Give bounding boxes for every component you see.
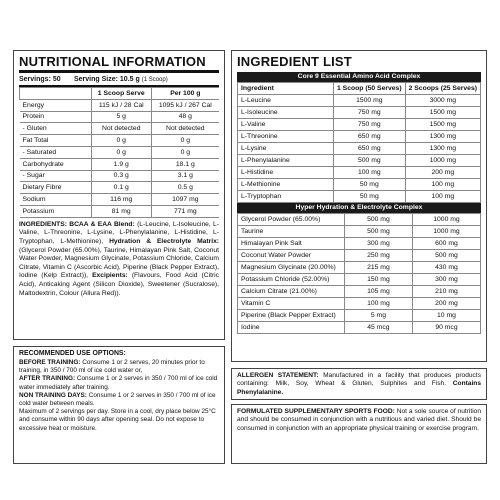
hydration-row-label: Taurine (238, 226, 345, 238)
ingredients-label: INGREDIENTS: (19, 220, 67, 228)
amino-acid-row-value: 650 mg (334, 143, 406, 155)
hydration-row-value: 500 mg (344, 226, 412, 238)
amino-acid-section-header: Core 9 Essential Amino Acid Complex (237, 72, 481, 82)
nutrition-row (20, 135, 220, 147)
excipients-text: (Flavours, Food Acid (Citric Acid), Anticaking Agent (Silicon Dioxide), Sweetener (Sucralose), Maltodextrin, Colour (Allura Red)). (19, 272, 220, 297)
nutrition-row (20, 182, 220, 194)
hydration-row-label: Coconut Water Powder (238, 250, 345, 262)
hydration-row-value: 215 mg (344, 262, 412, 274)
nutrition-title: NUTRITIONAL INFORMATION (19, 54, 219, 73)
amino-acid-row-value: 50 mg (334, 179, 406, 191)
allergen-statement (237, 372, 481, 397)
hydration-label: Hydration & Electrolyte Matrix: (109, 237, 220, 245)
amino-acid-row-value: 500 mg (334, 155, 406, 167)
nutrition-row-value: 0 g (151, 135, 219, 147)
hydration-row (238, 238, 481, 250)
hydration-row-value: 600 mg (412, 238, 480, 250)
recommended-use-panel (13, 346, 225, 464)
nutrition-row-value: Not detected (151, 123, 219, 135)
hydration-row-value: 10 mg (412, 310, 480, 322)
nutrition-row-value: 116 mg (91, 194, 151, 206)
nutrition-header-row (20, 88, 220, 100)
nutrition-row-value: 0 g (91, 146, 151, 158)
nutrition-row-value: 3.1 g (151, 170, 219, 182)
amino-acid-row-value: 750 mg (334, 119, 406, 131)
non-training-text: NON TRAINING DAYS: Consume 1 or 2 serves in 350 / 700 ml of ice cold water between meals. (19, 391, 216, 408)
nutrition-row-label: - Sugar (20, 170, 92, 182)
hydration-row-value: 5 mg (344, 310, 412, 322)
ingredient-list-panel (231, 50, 487, 362)
nutrition-row-value: 0 g (151, 146, 219, 158)
hydration-row (238, 298, 481, 310)
nutrition-row (20, 158, 220, 170)
amino-acid-row-value: 100 mg (405, 191, 480, 203)
hydration-row-label: Calcium Citrate (21.00%) (238, 286, 345, 298)
nutrition-row-label: Fat Total (20, 135, 92, 147)
amino-acid-row-label: L-Threonine (238, 131, 334, 143)
hydration-row (238, 286, 481, 298)
ingredient-header-cell: Ingredient (238, 83, 334, 95)
amino-acid-row (238, 95, 481, 107)
nutrition-row (20, 123, 220, 135)
nutrition-row (20, 99, 220, 111)
hydration-row-value: 300 mg (344, 238, 412, 250)
amino-acid-row (238, 179, 481, 191)
amino-acid-row-value: 1000 mg (405, 155, 480, 167)
hydration-row (238, 226, 481, 238)
nutrition-row-label: - Saturated (20, 146, 92, 158)
amino-acid-row-label: L-Isoleucine (238, 107, 334, 119)
nutrition-row-value: Not detected (91, 123, 151, 135)
hydration-row-value: 200 mg (412, 298, 480, 310)
hydration-row-label: Glycerol Powder (65.00%) (238, 214, 345, 226)
serving-info (19, 75, 219, 87)
nutrition-table (19, 87, 219, 218)
nutrition-row (20, 111, 220, 123)
hydration-row-label: Piperine (Black Pepper Extract) (238, 310, 345, 322)
amino-acid-row-label: L-Leucine (238, 95, 334, 107)
nutrition-row-value: 0.1 g (91, 182, 151, 194)
nutrition-row-label: Carbohydrate (20, 158, 92, 170)
hydration-row-label: Himalayan Pink Salt (238, 238, 345, 250)
allergen-label: ALLERGEN STATEMENT: (237, 372, 319, 379)
amino-acid-row-label: L-Histidine (238, 167, 334, 179)
amino-acid-table (237, 82, 481, 203)
hydration-row-value: 1000 mg (412, 214, 480, 226)
hydration-row (238, 310, 481, 322)
amino-acid-row (238, 107, 481, 119)
nutrition-row-label: Energy (20, 99, 92, 111)
hydration-row-label: Vitamin C (238, 298, 345, 310)
allergen-text: Manufactured in a facility that produces products containing: Milk, Soy, Wheat & Gluten, Sulphites and Fish. (237, 372, 481, 388)
amino-acid-row (238, 143, 481, 155)
amino-acid-row (238, 191, 481, 203)
hydration-row-value: 300 mg (412, 274, 480, 286)
amino-acid-row-label: L-Phenylalanine (238, 155, 334, 167)
amino-acid-row (238, 155, 481, 167)
nutrition-row (20, 146, 220, 158)
amino-acid-row-value: 650 mg (334, 131, 406, 143)
serving-size-note: (1 Scoop) (141, 77, 168, 83)
hydration-table (237, 213, 481, 334)
storage-text: Maximum of 2 servings per day. Store in a cool, dry place below 25°C and consume within 90 days after opening seal. Do not expose to excessive heat or moisture. (19, 408, 216, 432)
ingredient-header-row (238, 83, 481, 95)
nutrition-row-value: 5 g (91, 111, 151, 123)
nutrition-row-label: - Gluten (20, 123, 92, 135)
nutrition-row-value: 18.1 g (151, 158, 219, 170)
nutrition-row-label: Potassium (20, 205, 92, 217)
nutrition-header-cell (20, 88, 92, 100)
hydration-row-label: Potassium Chloride (52.00%) (238, 274, 345, 286)
amino-acid-row-value: 50 mg (334, 191, 406, 203)
amino-acid-row-label: L-Valine (238, 119, 334, 131)
hydration-row (238, 274, 481, 286)
nutrition-panel (13, 50, 225, 340)
ingredient-list-title: INGREDIENT LIST (237, 54, 352, 69)
hydration-row (238, 250, 481, 262)
nutrition-row-value: 48 g (151, 111, 219, 123)
nutrition-row-value: 1.9 g (91, 158, 151, 170)
before-training-text: BEFORE TRAINING: Consume 1 or 2 serves, 20 minutes prior to training, in 350 / 700 ml of ice cold water or, (19, 359, 205, 375)
bcaa-label: BCAA & EAA Blend: (69, 220, 135, 228)
servings-label: Servings: 50 (19, 76, 61, 83)
hydration-row-value: 100 mg (344, 298, 412, 310)
allergen-contains: Contains Phenylalanine. (237, 380, 481, 396)
recommended-use-title: RECOMMENDED USE OPTIONS: (19, 350, 126, 357)
hydration-row-value: 250 mg (344, 250, 412, 262)
hydration-row-value: 430 mg (412, 262, 480, 274)
after-training-text: AFTER TRAINING: Consume 1 or 2 serves in 350 / 700 ml of ice cold water immediately after training. (19, 375, 218, 391)
nutrition-row (20, 194, 220, 206)
formulated-label: FORMULATED SUPPLEMENTARY SPORTS FOOD: (237, 408, 395, 415)
amino-acid-row (238, 131, 481, 143)
hydration-row-value: 1000 mg (412, 226, 480, 238)
amino-acid-row-label: L-Methionine (238, 179, 334, 191)
formulated-statement (237, 408, 481, 433)
amino-acid-row-value: 750 mg (334, 107, 406, 119)
amino-acid-row-label: L-Lysine (238, 143, 334, 155)
hydration-row-label: Iodine (238, 322, 345, 334)
nutrition-header-cell: 1 Scoop Serve (91, 88, 151, 100)
hydration-text: (Glycerol Powder (65.00%), Taurine, Himalayan Pink Salt, Coconut Water Powder, Magnesium Glycinate, Potassium Chloride, Calcium Citrate, Vitamin C (Ascorbic Acid), Piperine (Black Pepper Extract), Iodine (Kelp Extract)), (19, 246, 219, 280)
hydration-row-value: 500 mg (344, 214, 412, 226)
formulated-text: Not a sole source of nutrition and should be consumed in conjunction with a nutritious and varied diet. Should be consumed in conjunction with an appropriate physical training or exercise program. (237, 408, 482, 432)
nutrition-row-value: 0.3 g (91, 170, 151, 182)
nutrition-row-value: 0.5 g (151, 182, 219, 194)
amino-acid-row-value: 1500 mg (405, 119, 480, 131)
hydration-row-value: 105 mg (344, 286, 412, 298)
amino-acid-row-value: 1300 mg (405, 143, 480, 155)
nutrition-row-value: 1095 kJ / 267 Cal (151, 99, 219, 111)
hydration-row-value: 500 mg (412, 250, 480, 262)
amino-acid-row-value: 1300 mg (405, 131, 480, 143)
hydration-row (238, 214, 481, 226)
nutrition-row (20, 170, 220, 182)
hydration-row-value: 45 mcg (344, 322, 412, 334)
amino-acid-row-value: 1500 mg (405, 107, 480, 119)
nutrition-row (20, 205, 220, 217)
formulated-panel (231, 404, 487, 464)
hydration-row (238, 322, 481, 334)
hydration-row-value: 90 mcg (412, 322, 480, 334)
amino-acid-row (238, 119, 481, 131)
ingredient-header-cell: 2 Scoops (25 Serves) (405, 83, 480, 95)
ingredients-paragraph (19, 221, 219, 298)
bcaa-text: (L-Leucine, L-Isoleucine, L-Valine, L-Threonine, L-Lysine, L-Phenylalanine, L-Histidine, L-Tryptophan, L-Methionine), (19, 220, 219, 245)
allergen-panel (231, 368, 487, 400)
ingredient-header-cell: 1 Scoop (50 Serves) (334, 83, 406, 95)
nutrition-row-label: Sodium (20, 194, 92, 206)
nutrition-row-label: Protein (20, 111, 92, 123)
amino-acid-row-value: 3000 mg (405, 95, 480, 107)
nutrition-row-value: 1097 mg (151, 194, 219, 206)
amino-acid-row-value: 1500 mg (334, 95, 406, 107)
nutrition-row-value: 81 mg (91, 205, 151, 217)
amino-acid-row-value: 200 mg (405, 167, 480, 179)
hydration-section-header: Hyper Hydration & Electrolyte Complex (237, 203, 481, 213)
hydration-row-value: 210 mg (412, 286, 480, 298)
hydration-row (238, 262, 481, 274)
nutrition-row-value: 115 kJ / 28 Cal (91, 99, 151, 111)
serving-size-label: Serving Size: 10.5 g (1 Scoop) (74, 76, 168, 83)
amino-acid-row-value: 100 mg (405, 179, 480, 191)
amino-acid-row (238, 167, 481, 179)
amino-acid-row-label: L-Tryptophan (238, 191, 334, 203)
nutrition-header-cell: Per 100 g (151, 88, 219, 100)
nutrition-row-label: Dietary Fibre (20, 182, 92, 194)
hydration-row-value: 150 mg (344, 274, 412, 286)
hydration-row-label: Magnesium Glycinate (20.00%) (238, 262, 345, 274)
amino-acid-row-value: 100 mg (334, 167, 406, 179)
excipients-label: Excipients: (92, 272, 128, 280)
nutrition-row-value: 771 mg (151, 205, 219, 217)
nutrition-row-value: 0 g (91, 135, 151, 147)
